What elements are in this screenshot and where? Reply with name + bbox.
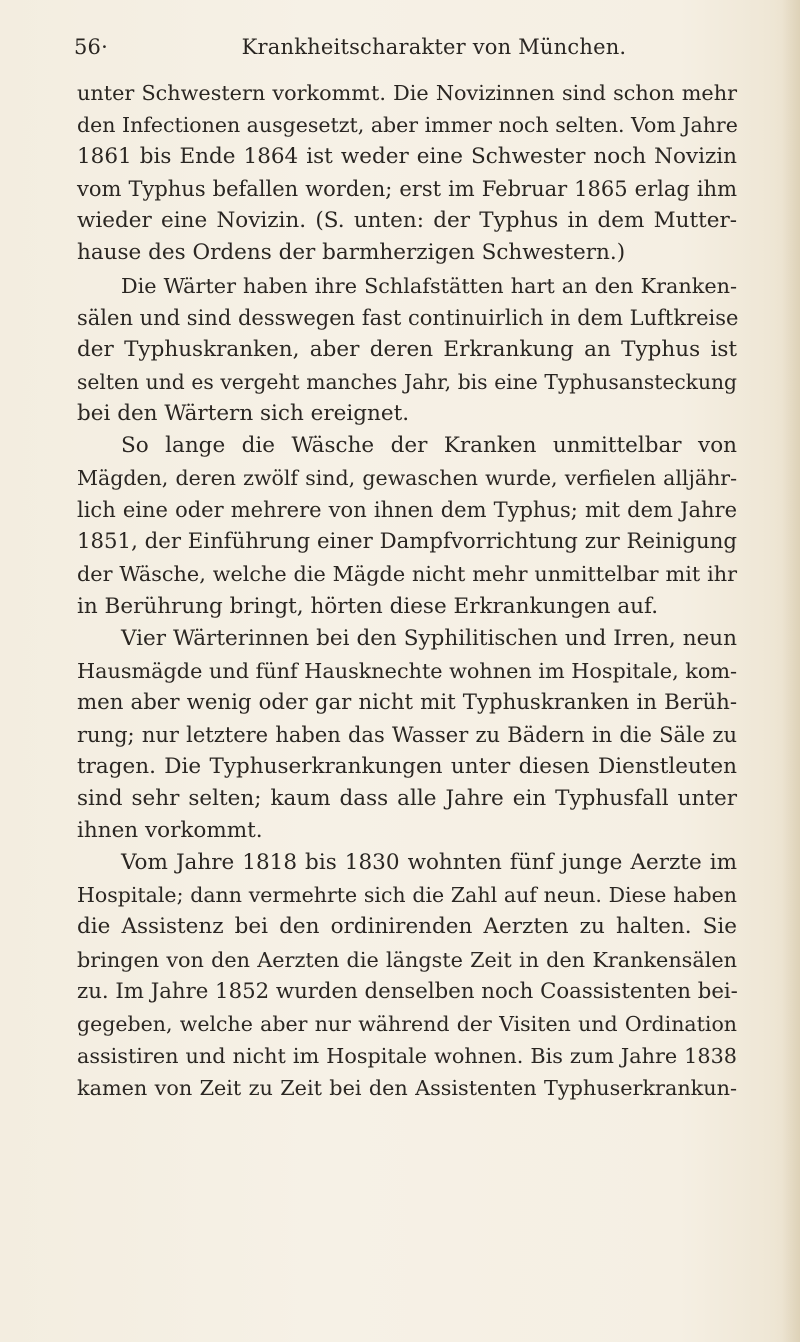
page-edge-shadow xyxy=(782,0,800,1342)
text-line: Hausmägde und fünf Hausknechte wohnen im Hospitale, kom- xyxy=(77,658,738,683)
page-number: 56· xyxy=(74,35,108,59)
text-line: sind sehr selten; kaum dass alle Jahre ein Typhusfall unter xyxy=(77,786,737,812)
text-line: Vom Jahre 1818 bis 1830 wohnten fünf junge Aerzte im xyxy=(121,850,737,876)
text-line: in Berührung bringt, hörten diese Erkrankungen auf. xyxy=(77,593,659,619)
text-line: rung; nur letztere haben das Wasser zu Bädern in die Säle zu xyxy=(77,722,737,747)
text-line: selten und es vergeht manches Jahr, bis eine Typhusansteckung xyxy=(77,369,737,394)
text-line: zu. Im Jahre 1852 wurden denselben noch Coassistenten bei- xyxy=(77,978,738,1004)
running-header xyxy=(74,33,734,61)
text-line: 1851, der Einführung einer Dampfvorrichtung zur Reinigung xyxy=(77,529,737,555)
text-line: vom Typhus befallen worden; erst im Februar 1865 erlag ihm xyxy=(77,177,737,202)
text-line: So lange die Wäsche der Kranken unmittelbar von xyxy=(121,433,737,459)
text-line: den Infectionen ausgesetzt, aber immer noch selten. Vom Jahre xyxy=(77,113,738,138)
text-line: unter Schwestern vorkommt. Die Novizinnen sind schon mehr xyxy=(77,81,737,105)
text-line: Die Wärter haben ihre Schlafstätten hart an den Kranken- xyxy=(121,273,737,298)
text-line: Hospitale; dann vermehrte sich die Zahl auf neun. Diese haben xyxy=(77,883,737,908)
text-line: die Assistenz bei den ordinirenden Aerzten zu halten. Sie xyxy=(77,914,737,940)
text-line: kamen von Zeit zu Zeit bei den Assistenten Typhuserkrankun- xyxy=(77,1075,737,1100)
text-line: bringen von den Aerzten die längste Zeit in den Krankensälen xyxy=(77,947,737,972)
text-line: sälen und sind desswegen fast continuirlich in dem Luftkreise xyxy=(77,305,739,330)
running-title: Krankheitscharakter von München. xyxy=(241,35,627,59)
text-line: der Wäsche, welche die Mägde nicht mehr unmittelbar mit ihr xyxy=(77,562,737,587)
text-line: men aber wenig oder gar nicht mit Typhuskranken in Berüh- xyxy=(77,689,737,715)
text-line: Mägden, deren zwölf sind, gewaschen wurde, verfielen alljähr- xyxy=(77,466,737,491)
text-line: assistiren und nicht im Hospitale wohnen. Bis zum Jahre 1838 xyxy=(77,1043,737,1068)
text-line: ihnen vorkommt. xyxy=(77,818,263,844)
text-line: der Typhuskranken, aber deren Erkrankung an Typhus ist xyxy=(77,336,737,362)
body-text xyxy=(77,77,737,1104)
text-line: gegeben, welche aber nur während der Visiten und Ordination xyxy=(77,1011,737,1036)
text-line: lich eine oder mehrere von ihnen dem Typhus; mit dem Jahre xyxy=(77,498,737,523)
text-line: Vier Wärterinnen bei den Syphilitischen und Irren, neun xyxy=(121,625,737,651)
text-line: bei den Wärtern sich ereignet. xyxy=(77,400,410,426)
text-line: 1861 bis Ende 1864 ist weder eine Schwester noch Novizin xyxy=(77,144,737,170)
text-line: hause des Ordens der barmherzigen Schwestern.) xyxy=(77,240,626,266)
text-line: wieder eine Novizin. (S. unten: der Typhus in dem Mutter- xyxy=(77,208,737,234)
text-line: tragen. Die Typhuserkrankungen unter diesen Dienstleuten xyxy=(77,753,737,779)
